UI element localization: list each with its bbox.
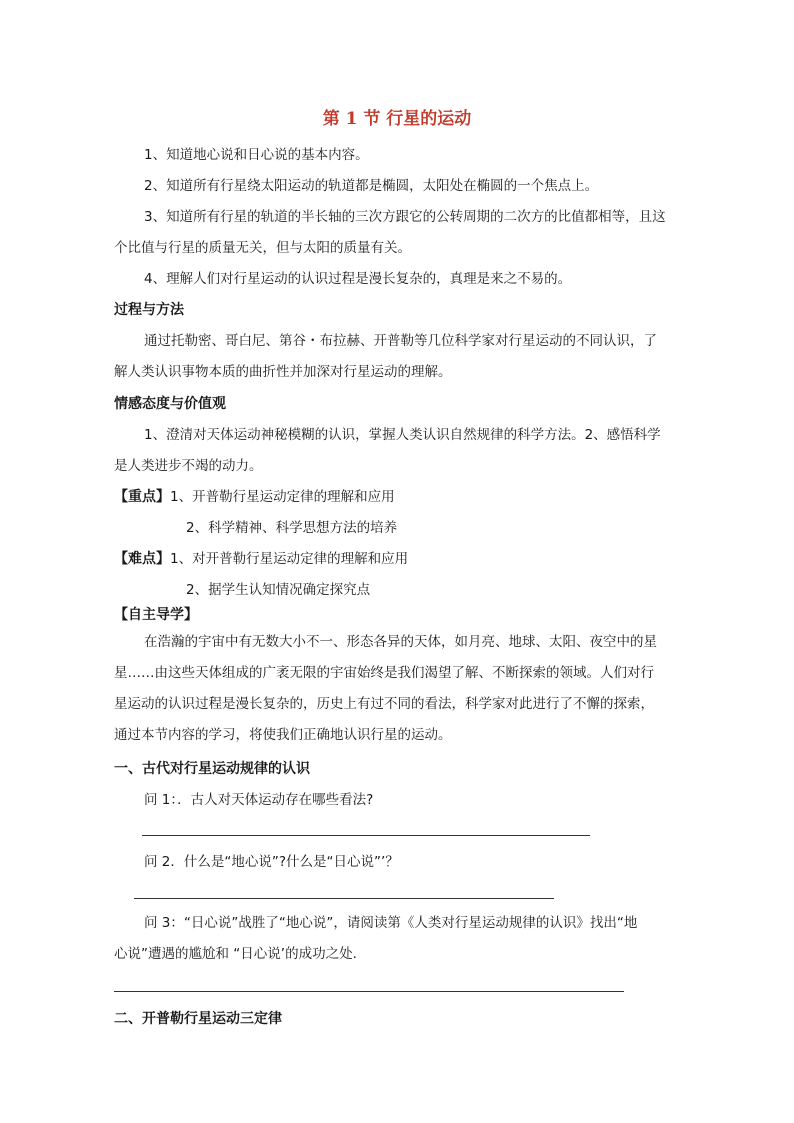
self-study-line-4: 通过本节内容的学习，将使我们正确地认识行星的运动。 [114, 727, 452, 743]
attitude-line-1: 1、澄清对天体运动神秘模糊的认识，掌握人类认识自然规律的科学方法。2、感悟科学 [144, 427, 661, 443]
difficult-points-label: 【难点】 [114, 551, 170, 567]
section1-heading: 一、古代对行星运动规律的认识 [114, 761, 310, 777]
self-study-line-3: 星运动的认识过程是漫长复杂的，历史上有过不同的看法，科学家对此进行了不懈的探索， [114, 696, 654, 712]
question-3-line-1: 问 3：“日心说”战胜了“地心说”，请阅读第《人类对行星运动规律的认识》找出“地 [144, 915, 638, 931]
attitude-line-2: 是人类进步不竭的动力。 [114, 458, 263, 474]
difficult-points-row [114, 549, 408, 569]
answer-line-3 [114, 991, 624, 992]
answer-line-1 [142, 835, 590, 836]
question-2: 问 2．什么是“地心说”?什么是“日心说”’？ [144, 854, 399, 870]
page-title: 第 1 节 行星的运动 [322, 109, 472, 129]
process-heading: 过程与方法 [114, 302, 184, 318]
question-1: 问 1：．古人对天体运动存在哪些看法? [144, 792, 374, 808]
answer-line-2 [134, 898, 554, 899]
objective-3: 3、知道所有行星的轨道的半长轴的三次方跟它的公转周期的二次方的比值都相等，且这 [144, 209, 666, 225]
difficult-points-item-2: 2、据学生认知情况确定探究点 [186, 582, 371, 598]
objective-4: 4、理解人们对行星运动的认识过程是漫长复杂的，真理是来之不易的。 [144, 271, 572, 287]
objective-3-cont: 个比值与行星的质量无关，但与太阳的质量有关。 [114, 240, 411, 256]
objective-1: 1、知道地心说和日心说的基本内容。 [144, 147, 369, 163]
self-study-line-2: 星……由这些天体组成的广袤无限的宇宙始终是我们渴望了解、不断探索的领域。人们对行 [114, 665, 654, 681]
process-line-2: 解人类认识事物本质的曲折性并加深对行星运动的理解。 [114, 364, 452, 380]
difficult-points-item-1: 1、对开普勒行星运动定律的理解和应用 [170, 551, 409, 567]
self-study-heading: 【自主导学】 [114, 607, 198, 623]
question-3-line-2: 心说”遭遇的尴尬和 “日心说’的成功之处. [114, 946, 357, 962]
key-points-row [114, 487, 395, 507]
objective-2: 2、知道所有行星绕太阳运动的轨道都是椭圆，太阳处在椭圆的一个焦点上。 [144, 178, 599, 194]
key-points-label: 【重点】 [114, 489, 170, 505]
attitude-heading: 情感态度与价值观 [114, 396, 226, 412]
self-study-line-1: 在浩瀚的宇宙中有无数大小不一、形态各异的天体，如月亮、地球、太阳、夜空中的星 [144, 634, 657, 650]
section2-heading: 二、开普勒行星运动三定律 [114, 1011, 282, 1027]
process-line-1: 通过托勒密、哥白尼、第谷・布拉赫、开普勒等几位科学家对行星运动的不同认识，了 [144, 333, 657, 349]
key-points-item-2: 2、科学精神、科学思想方法的培养 [186, 520, 398, 536]
key-points-item-1: 1、开普勒行星运动定律的理解和应用 [170, 489, 395, 505]
